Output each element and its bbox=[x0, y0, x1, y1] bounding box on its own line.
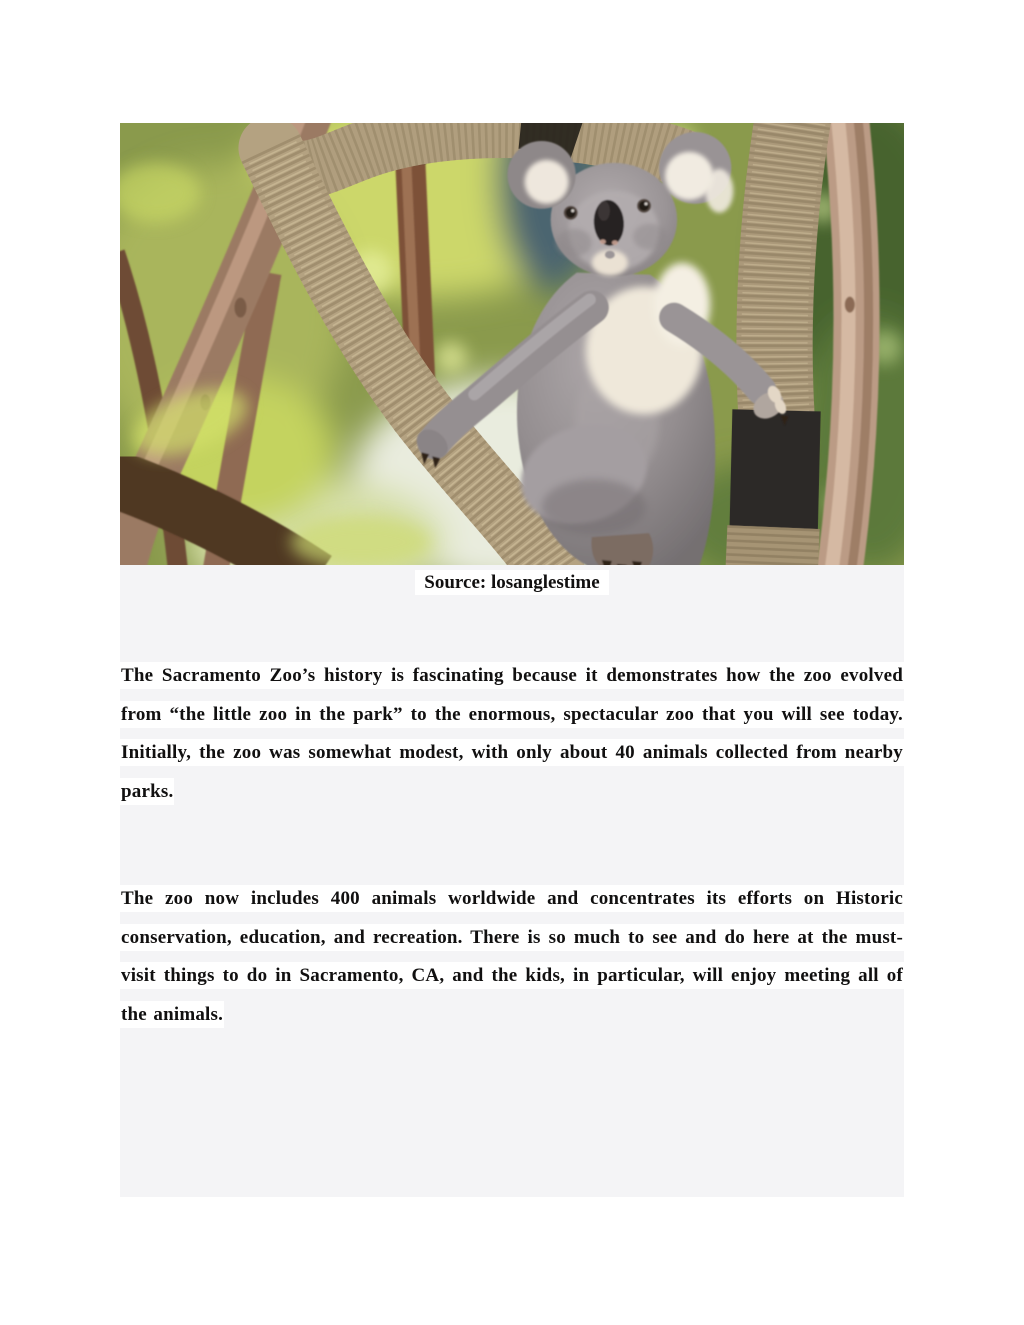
paragraph-1 bbox=[120, 657, 904, 811]
image-caption bbox=[120, 570, 904, 597]
paragraph-1-text: The Sacramento Zoo’s history is fascinating because it demonstrates how the zoo evolved from “the little zoo in the park” to the enormous, spectacular zoo that you will see today. Initially, the zoo was somewhat modest, with only about 40 animals collected from nearby parks. bbox=[120, 662, 904, 805]
paragraph-2 bbox=[120, 880, 904, 1034]
image-caption-text: Source: losanglestime bbox=[415, 570, 608, 595]
text-panel bbox=[120, 565, 904, 1197]
koala-illustration bbox=[120, 123, 904, 565]
paragraph-2-text: The zoo now includes 400 animals worldwide and concentrates its efforts on Historic conservation, education, and recreation. There is so much to see and do here at the must-visit things to do in Sacramento, CA, and the kids, in particular, will enjoy meeting all of the animals. bbox=[120, 885, 904, 1028]
document-content bbox=[120, 123, 904, 1197]
koala-photo bbox=[120, 123, 904, 565]
